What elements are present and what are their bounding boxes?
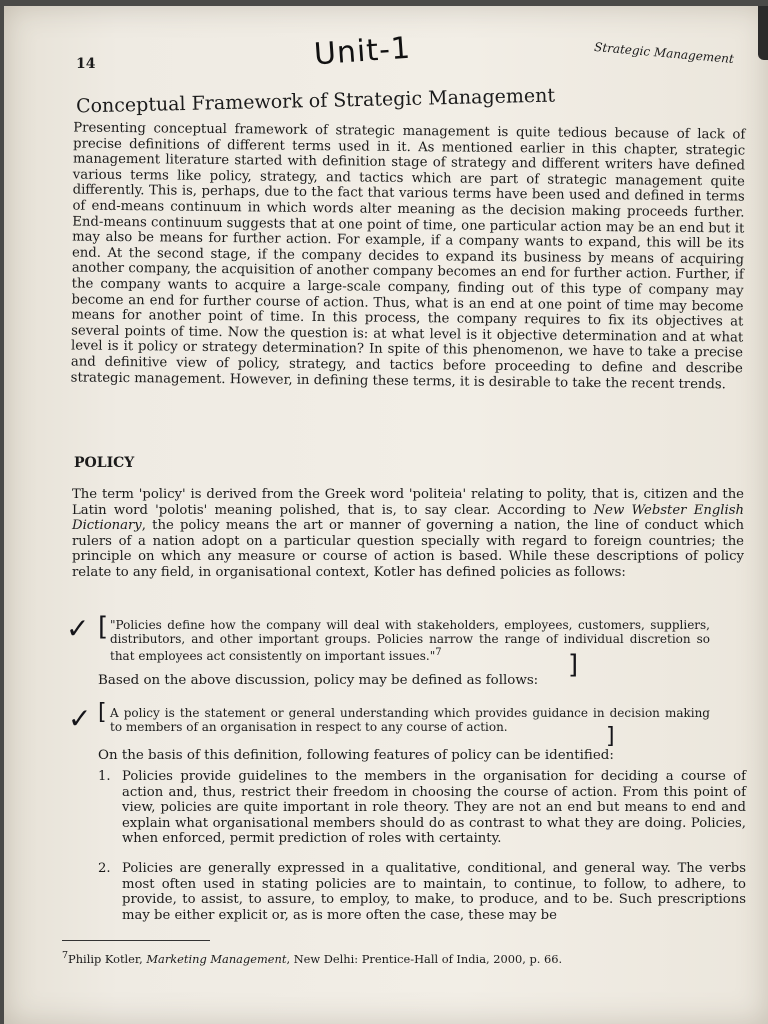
section-heading: POLICY — [74, 455, 135, 471]
page-shadow-corner — [758, 6, 768, 60]
features-intro: On the basis of this definition, following features of policy can be identified: — [98, 748, 614, 763]
list-number: 2. — [98, 861, 111, 876]
list-number: 1. — [98, 769, 111, 784]
list-item-text: Policies provide guidelines to the members in the organisation for deciding a course of action and, thus, restrict their freedom in choosing the course of action. From this point of view, policies are quite important in role theory. They are not an end but means to end and explain what organisational members should do as contrast to what they are doing. Policies, when enforced, permit prediction of roles with certainty. — [122, 769, 746, 847]
feature-list-item — [98, 861, 746, 923]
footnote-rule — [62, 940, 210, 941]
definition-intro: Based on the above discussion, policy may be defined as follows: — [98, 673, 539, 688]
footnote-author: Philip Kotler, — [68, 951, 147, 966]
footnote-book-title: Marketing Management — [146, 951, 287, 966]
handwritten-open-bracket: [ — [98, 612, 109, 642]
intro-paragraph: Presenting conceptual framework of strategic management is quite tedious because of lack of precise definitions of different terms used in it. As mentioned earlier in this chapter, strategic management literature started with definition stage of strategy and different writers have defined various terms like policy, strategy, and tactics which are part of strategic management quite differently. This is, perhaps, due to the fact that various terms have been used and defined in terms of end-means continuum in which words alter meaning as the decision making proceeds further. End-means continuum suggests that at one point of time, one particular action may be an end but it may also be means for further action. For example, if a company wants to expand, this will be its end. At the second stage, if the company decides to expand its business by means of acquiring another company, the acquisition of another company becomes an end for further action. Further, if the company wants to acquire a large-scale company, finding out of this type of company may become an end for further course of action. Thus, what is an end at one point of time may become means for another point of time. In this process, the company requires to fix its objectives at several points of time. Now the question is: at what level is it objective determination and at what level is it policy or strategy determination? In spite of this phenomenon, we have to take a precise and definitive view of policy, strategy, and tactics before proceeding to define and describe strategic management. However, in defining these terms, it is desirable to take the recent trends. — [70, 120, 746, 392]
footnote-publication: , New Delhi: Prentice-Hall of India, 2000, p. 66. — [286, 951, 563, 966]
page-number: 14 — [76, 56, 96, 72]
handwritten-check-mark: ✓ — [66, 612, 90, 645]
feature-list-item — [98, 769, 746, 847]
policy-definition-quote: A policy is the statement or general understanding which provides guidance in decision making to members of an organisation in respect to any course of action. — [110, 706, 710, 734]
dictionary-name: New Webster English Dictionary — [72, 502, 744, 534]
kotler-quote — [110, 618, 710, 663]
book-page — [4, 6, 768, 1024]
policy-paragraph — [72, 487, 744, 581]
list-item-text: Policies are generally expressed in a qualitative, conditional, and general way. The verbs most often used in stating policies are to maintain, to continue, to follow, to adhere, to provide, to assist, to assure, to employ, to make, to produce, and to be. Such prescriptions may be either explicit or, as is more often the case, these may be — [122, 861, 746, 923]
policy-text-part-1: The term 'policy' is derived from the Greek word 'politeia' relating to polity, that is, citizen and the Latin word 'polotis' meaning polished, that is, to say clear. According to — [72, 487, 744, 518]
handwritten-close-bracket: ] — [606, 724, 615, 749]
policy-text-part-2: , the policy means the art or manner of governing a nation, the line of conduct which rulers of a nation adopt on a particular question specially with regard to foreign countries; the principle on which any measure or course of action is based. While these descriptions of policy relate to any field, in organisational context, Kotler has defined policies as follows: — [72, 518, 744, 580]
footnote-mark: 7 — [62, 950, 69, 961]
handwritten-unit-note: Unit-1 — [312, 30, 413, 73]
footnote — [62, 950, 562, 966]
page-title: Conceptual Framework of Strategic Management — [75, 84, 556, 118]
running-head: Strategic Management — [593, 39, 735, 67]
footnote-reference: 7 — [435, 647, 442, 658]
handwritten-check-mark: ✓ — [68, 702, 92, 735]
handwritten-open-bracket: [ — [98, 700, 107, 725]
kotler-quote-text: "Policies define how the company will deal with stakeholders, employees, customers, suppliers, distributors, and other important groups. Policies narrow the range of individual discretion so that employees act consistently on important issues." — [110, 618, 710, 663]
handwritten-close-bracket: ] — [568, 650, 579, 680]
